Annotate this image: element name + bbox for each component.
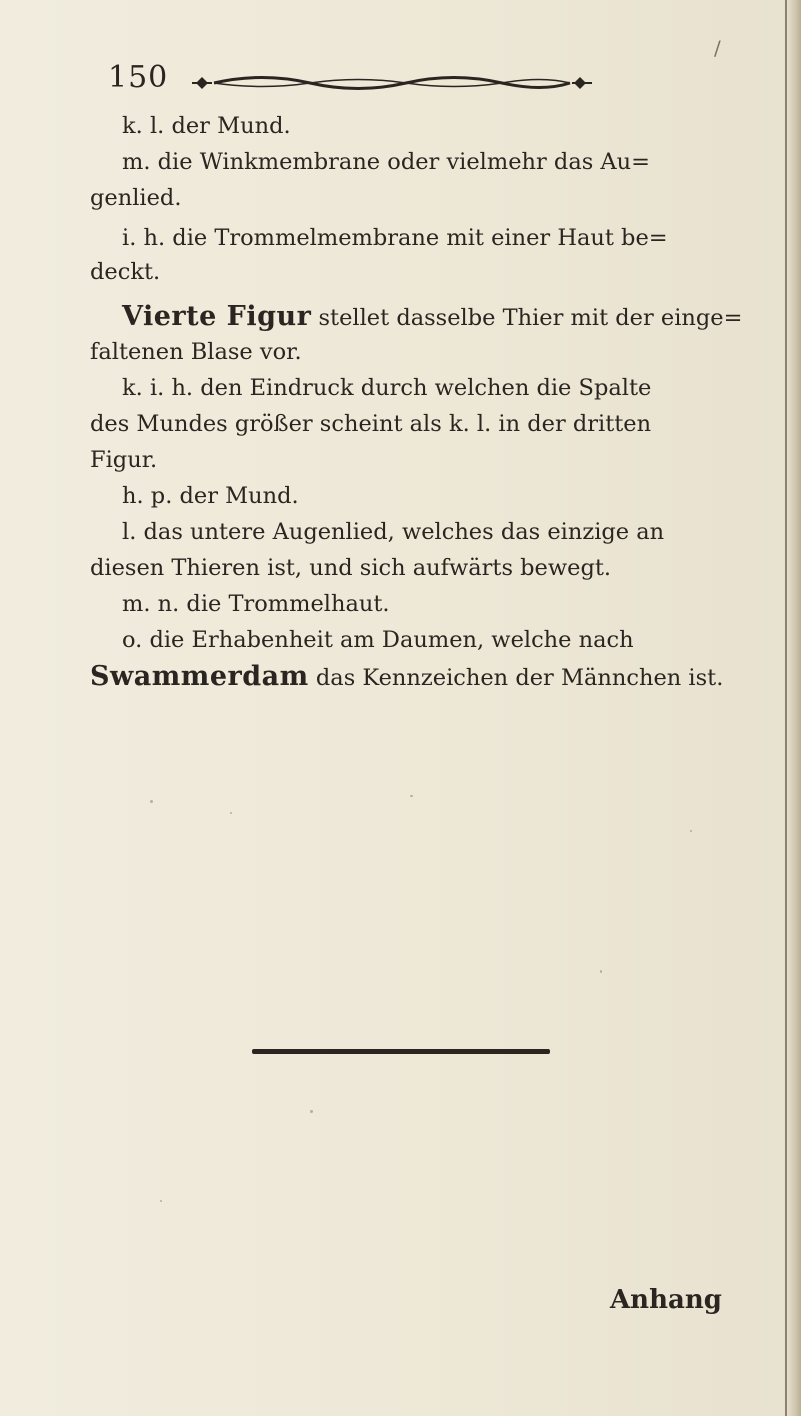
- text-line: [90, 298, 742, 337]
- paper-speck: [600, 970, 602, 973]
- text-line: deckt.: [90, 259, 161, 285]
- text-fragment-rest: das Kennzeichen der Männchen ist.: [315, 665, 724, 691]
- text-line: [90, 658, 723, 697]
- paper-speck: [310, 1110, 313, 1113]
- page-number: 150: [108, 60, 169, 95]
- page-edge: [785, 0, 801, 1416]
- text-fragment-rest: stellet dasselbe Thier mit der einge=: [318, 305, 743, 331]
- text-line: i. h. die Trommelmembrane mit einer Haut be=: [122, 225, 668, 251]
- paper-speck: [690, 830, 692, 832]
- text-line: o. die Erhabenheit am Daumen, welche nach: [122, 627, 634, 653]
- text-line: m. die Winkmembrane oder vielmehr das Au=: [122, 149, 651, 175]
- paper-speck: [230, 812, 232, 814]
- text-line: Figur.: [90, 447, 158, 473]
- catchword: Anhang: [610, 1285, 722, 1315]
- text-line: m. n. die Trommelhaut.: [122, 591, 390, 617]
- text-line: h. p. der Mund.: [122, 483, 299, 509]
- header-ornament-icon: [192, 74, 592, 92]
- paper-speck: [150, 800, 153, 803]
- text-line: des Mundes größer scheint als k. l. in der dritten: [90, 411, 652, 437]
- paper-speck: [410, 795, 413, 797]
- text-line: faltenen Blase vor.: [90, 339, 302, 365]
- text-line: k. l. der Mund.: [122, 113, 291, 139]
- author-name: Swammerdam: [90, 661, 309, 692]
- text-line: diesen Thieren ist, und sich aufwärts bewegt.: [90, 555, 612, 581]
- paper-speck: [160, 1200, 162, 1202]
- page-header: [108, 60, 628, 100]
- text-line: genlied.: [90, 185, 182, 211]
- stray-mark: /: [714, 36, 721, 60]
- text-line: l. das untere Augenlied, welches das einzige an: [122, 519, 665, 545]
- section-rule: [252, 1049, 550, 1054]
- figure-heading: Vierte Figur: [122, 301, 312, 332]
- text-line: k. i. h. den Eindruck durch welchen die Spalte: [122, 375, 652, 401]
